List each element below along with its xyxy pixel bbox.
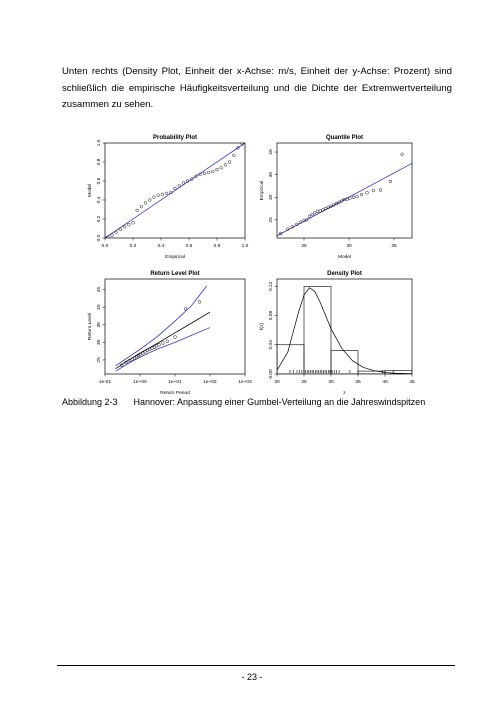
return_level-ytick-label: 45 [97,286,102,293]
probability-data-point [228,161,231,164]
probability-data-point [203,172,206,175]
diagnostic-plots-svg [85,128,425,396]
probability-data-point [132,221,135,224]
footer-rule [57,665,455,666]
probability-data-point [111,234,114,237]
caption-text: Hannover: Anpassung einer Gumbel-Verteilung an die Jahreswindspitzen [133,397,426,407]
return_level-xtick-label: 1e-01 [98,380,112,385]
return_level-estimate-line [116,312,210,369]
return_level-data-point [158,343,161,346]
probability-data-point [161,193,164,196]
probability-reference-line [105,143,245,238]
probability-title: Probability Plot [152,135,198,141]
density-xtick-label: 30 [328,380,334,385]
density-plot-area [277,286,412,374]
return_level-frame [105,279,245,374]
probability-data-point [224,163,227,166]
density-histogram-bar [277,345,304,374]
return_level-lower-bound-line [116,328,210,372]
density-histogram-bar [304,286,331,374]
quantile-title: Quantile Plot [325,135,364,141]
probability-ytick-label: 0.2 [97,215,102,223]
probability-data-point [157,194,160,197]
density-ytick-label: 0.00 [269,369,274,379]
quantile-plot-area [277,144,416,236]
return_level-data-point [166,340,169,343]
probability-data-point [216,168,219,171]
probability-data-point [182,182,185,185]
probability-data-point [174,187,177,190]
figure-gumbel-diagnostics [85,128,425,396]
quantile-reference-line [277,163,412,235]
quantile-xtick-label: 35 [391,244,397,249]
density-ytick-label: 0.12 [269,281,274,291]
probability-xtick-label: 0.0 [101,244,109,249]
quantile-data-point [308,215,311,218]
quantile-data-point [349,197,352,200]
return_level-xtick-label: 1e+00 [133,380,147,385]
quantile-data-point [372,189,375,192]
probability-xtick-label: 0.4 [157,244,165,249]
probability-data-point [127,223,130,226]
probability-plot-area [105,143,245,239]
return_level-xtick-label: 1e+01 [168,380,182,385]
probability-data-point [232,154,235,157]
return_level-ytick-label: 40 [97,304,102,310]
density-xtick-label: 40 [382,380,388,385]
density-frame [277,279,412,374]
return_level-xtick-label: 1e+03 [238,380,252,385]
quantile-frame [277,143,412,238]
quantile-ytick-label: 25 [269,217,274,223]
probability-data-point [140,205,143,208]
quantile-data-point [313,211,316,214]
density-ylabel: f(z) [260,323,265,330]
quantile-ytick-label: 35 [269,171,274,178]
probability-ytick-label: 0.0 [97,234,102,242]
probability-data-point [144,201,147,204]
probability-data-point [165,192,168,195]
quantile-data-point [413,144,416,147]
quantile-xlabel: Model [337,255,352,260]
density-ytick-label: 0.08 [269,310,274,321]
probability-ytick-label: 1.0 [97,139,102,147]
probability-data-point [119,228,122,231]
probability-data-point [178,184,181,187]
return_level-data-point [184,308,187,311]
probability-ytick-label: 0.8 [97,158,102,166]
probability-ytick-label: 0.6 [97,177,102,185]
quantile-data-point [311,213,314,216]
caption-label: Abbildung 2-3 [62,397,118,407]
quantile-data-point [316,210,319,213]
probability-data-point [115,231,118,234]
return_level-title: Return Level Plot [150,271,200,277]
quantile-data-point [319,209,322,212]
density-density-curve [277,288,412,374]
return_level-upper-bound-line [116,286,207,366]
probability-xtick-label: 0.2 [129,244,137,249]
density-xtick-label: 25 [301,380,307,385]
page-number: - 23 - [241,672,263,682]
return_level-ytick-label: 35 [97,322,102,328]
figure-caption [62,397,425,407]
return_level-data-point [198,300,201,303]
quantile-ylabel: Empirical [260,180,265,201]
probability-xtick-label: 0.8 [213,244,221,249]
quantile-ytick-label: 30 [269,194,274,200]
density-title: Density Plot [327,271,362,277]
density-xtick-label: 20 [274,380,280,385]
probability-xlabel: Empirical [165,255,185,260]
probability-xtick-label: 0.6 [185,244,193,249]
probability-ytick-label: 0.4 [97,196,102,204]
quantile-data-point [360,193,363,196]
density-xtick-label: 35 [355,380,361,385]
quantile-data-point [379,189,382,192]
probability-data-point [123,225,126,228]
density-xtick-label: 45 [409,380,415,385]
probability-data-point [207,171,210,174]
probability-data-point [136,209,139,212]
quantile-xtick-label: 30 [346,244,352,249]
probability-data-point [153,196,156,199]
density-histogram-bar [331,351,358,374]
probability-data-point [211,170,214,173]
return_level-ytick-label: 25 [97,357,102,363]
quantile-data-point [401,153,404,156]
density-ytick-label: 0.04 [269,340,274,350]
return_level-xlabel: Return Period [160,391,190,396]
density-xlabel: z [343,391,346,396]
probability-ylabel: Model [88,183,93,198]
probability-data-point [148,199,151,202]
return_level-ytick-label: 30 [97,339,102,346]
quantile-ytick-label: 40 [269,149,274,155]
return_level-plot-area [116,286,210,371]
return_level-data-point [161,342,164,345]
return_level-data-point [144,350,147,353]
probability-data-point [220,166,223,169]
return_level-ylabel: Return Level [88,312,93,341]
body-paragraph: Unten rechts (Density Plot, Einheit der x-Achse: m/s, Einheit der y-Achse: Prozent) sind schließlich die empirische Häufigkeitsverteilung und die Dichte der Extremwertverteilung zusammen zu sehen. [62,66,452,110]
quantile-data-point [389,180,392,183]
quantile-data-point [356,195,359,198]
return_level-xtick-label: 1e+02 [203,380,217,385]
quantile-xtick-label: 25 [301,244,307,249]
quantile-data-point [352,196,355,199]
return_level-data-point [174,336,177,339]
probability-xtick-label: 1.0 [241,244,249,249]
quantile-data-point [366,191,369,194]
